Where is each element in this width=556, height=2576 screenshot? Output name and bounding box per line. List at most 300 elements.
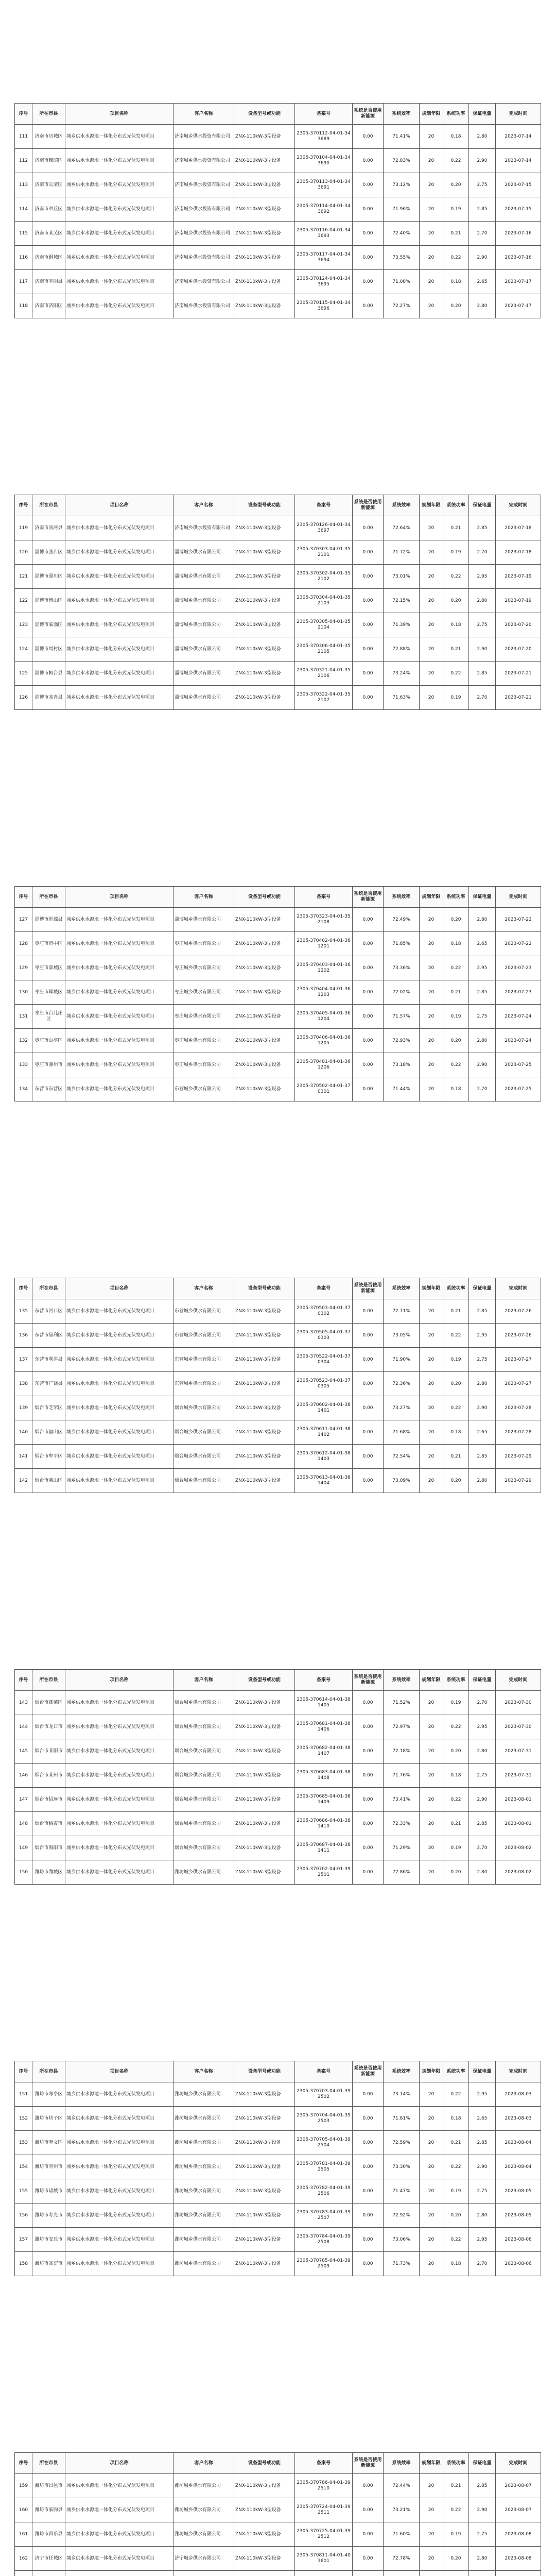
- cell-n: 139: [15, 1396, 32, 1420]
- cell-y: 20: [420, 1715, 443, 1739]
- column-header: 完成时间: [496, 1278, 541, 1299]
- cell-cu: 潍坊城乡供水有限公司: [173, 2522, 234, 2547]
- cell-cu: 潍坊城乡供水有限公司: [173, 2131, 234, 2155]
- cell-c: 烟台市招远市: [32, 1788, 65, 1812]
- cell-p: 城乡供水水源地一体化分布式光伏发电项目: [65, 125, 173, 149]
- cell-m: ZNX-110kW-3型设备: [234, 1445, 295, 1469]
- cell-g: 2.70: [469, 1691, 496, 1715]
- cell-cu: 潍坊城乡供水有限公司: [173, 2107, 234, 2131]
- cell-g: 2.95: [469, 565, 496, 589]
- column-header: 系统是否使用新能源: [353, 104, 384, 125]
- cell-y: 20: [420, 2498, 443, 2522]
- cell-m: ZNX-110kW-3型设备: [234, 1299, 295, 1324]
- cell-y: 20: [420, 932, 443, 956]
- cell-g: 2.70: [469, 540, 496, 565]
- cell-s: 71.68%: [384, 1420, 420, 1445]
- cell-f: 2305-370126-04-01-343697: [295, 516, 353, 540]
- cell-m: ZNX-110kW-3型设备: [234, 589, 295, 613]
- cell-e: 0.00: [353, 222, 384, 246]
- cell-d: 2023-07-14: [496, 125, 541, 149]
- table-row: [15, 1715, 541, 1739]
- column-header: 所在市县: [32, 887, 65, 908]
- cell-e: 0.00: [353, 1860, 384, 1885]
- cell-g: 2.95: [469, 1715, 496, 1739]
- cell-cu: 烟台城乡供水有限公司: [173, 1396, 234, 1420]
- column-header: 规划年限: [420, 2061, 443, 2082]
- cell-y: 20: [420, 589, 443, 613]
- cell-g: 2.85: [469, 516, 496, 540]
- cell-cu: 淄博城乡供水有限公司: [173, 540, 234, 565]
- cell-n: 117: [15, 270, 32, 294]
- table-row: [15, 1764, 541, 1788]
- cell-cu: 济宁城乡供水有限公司: [173, 2547, 234, 2571]
- cell-cu: 烟台城乡供水有限公司: [173, 1836, 234, 1860]
- cell-w: 0.18: [443, 2107, 469, 2131]
- cell-c: 济南市商河县: [32, 516, 65, 540]
- cell-n: 161: [15, 2522, 32, 2547]
- cell-p: 城乡供水水源地一体化分布式光伏发电项目: [65, 294, 173, 318]
- column-header: 设备型号或功能: [234, 887, 295, 908]
- document-page: [0, 1175, 556, 1566]
- cell-c: 淄博市沂源县: [32, 908, 65, 932]
- cell-w: 0.22: [443, 1788, 469, 1812]
- column-header: 项目名称: [65, 2061, 173, 2082]
- column-header: 备案号: [295, 1278, 353, 1299]
- cell-y: 20: [420, 1739, 443, 1764]
- cell-m: ZNX-110kW-3型设备: [234, 540, 295, 565]
- cell-e: 0.00: [353, 2131, 384, 2155]
- cell-w: 0.20: [443, 908, 469, 932]
- column-header: 保证电量: [469, 887, 496, 908]
- cell-y: 20: [420, 1788, 443, 1812]
- cell-f: 2305-370104-04-01-343690: [295, 149, 353, 173]
- cell-y: 20: [420, 197, 443, 222]
- column-header: 系统是否使用新能源: [353, 2453, 384, 2474]
- cell-w: 0.21: [443, 980, 469, 1005]
- cell-w: [443, 2571, 469, 2576]
- table-row: [15, 2107, 541, 2131]
- cell-w: 0.20: [443, 173, 469, 197]
- cell-c: 潍坊市奎文区: [32, 2131, 65, 2155]
- cell-g: 2.80: [469, 908, 496, 932]
- cell-g: 2.85: [469, 2474, 496, 2498]
- cell-cu: 潍坊城乡供水有限公司: [173, 2228, 234, 2252]
- cell-c: 烟台市牟平区: [32, 1445, 65, 1469]
- column-header: 保证电量: [469, 495, 496, 516]
- cell-p: 城乡供水水源地一体化分布式光伏发电项目: [65, 1299, 173, 1324]
- cell-w: 0.20: [443, 1860, 469, 1885]
- cell-g: 2.75: [469, 1005, 496, 1029]
- table-row: [15, 2522, 541, 2547]
- cell-d: 2023-08-02: [496, 1836, 541, 1860]
- cell-w: 0.20: [443, 1372, 469, 1396]
- cell-m: ZNX-110kW-3型设备: [234, 2204, 295, 2228]
- document-page: [0, 783, 556, 1175]
- table-header-row: [15, 887, 541, 908]
- cell-d: 2023-07-19: [496, 589, 541, 613]
- cell-s: 71.60%: [384, 2522, 420, 2547]
- cell-f: 2305-370303-04-01-352101: [295, 540, 353, 565]
- cell-s: 73.36%: [384, 956, 420, 980]
- cell-c: 济南市平阴县: [32, 270, 65, 294]
- cell-p: 城乡供水水源地一体化分布式光伏发电项目: [65, 2179, 173, 2204]
- column-header: 备案号: [295, 887, 353, 908]
- cell-g: 2.65: [469, 1420, 496, 1445]
- cell-m: ZNX-110kW-3型设备: [234, 149, 295, 173]
- cell-p: 城乡供水水源地一体化分布式光伏发电项目: [65, 637, 173, 662]
- cell-m: ZNX-110kW-3型设备: [234, 565, 295, 589]
- cell-f: 2305-370505-04-01-370303: [295, 1324, 353, 1348]
- cell-p: 城乡供水水源地一体化分布式光伏发电项目: [65, 565, 173, 589]
- column-header: 序号: [15, 2061, 32, 2082]
- cell-cu: 济南城乡供水投资有限公司: [173, 246, 234, 270]
- cell-n: 116: [15, 246, 32, 270]
- cell-e: 0.00: [353, 1739, 384, 1764]
- record-table: [14, 1278, 541, 1493]
- column-header: 系统功率: [443, 2453, 469, 2474]
- column-header: 系统功率: [443, 887, 469, 908]
- column-header: 序号: [15, 2453, 32, 2474]
- cell-p: 城乡供水水源地一体化分布式光伏发电项目: [65, 2131, 173, 2155]
- cell-y: 20: [420, 1299, 443, 1324]
- cell-y: 20: [420, 1812, 443, 1836]
- cell-g: 2.80: [469, 1469, 496, 1493]
- column-header: 系统效率: [384, 495, 420, 516]
- cell-f: 2305-370306-04-01-352105: [295, 637, 353, 662]
- cell-y: 20: [420, 2155, 443, 2179]
- column-header: 完成时间: [496, 104, 541, 125]
- cell-e: 0.00: [353, 1372, 384, 1396]
- cell-e: 0.00: [353, 246, 384, 270]
- cell-p: 城乡供水水源地一体化分布式光伏发电项目: [65, 686, 173, 710]
- cell-y: 20: [420, 125, 443, 149]
- cell-p: 城乡供水水源地一体化分布式光伏发电项目: [65, 1324, 173, 1348]
- cell-cu: 烟台城乡供水有限公司: [173, 1445, 234, 1469]
- cell-w: 0.18: [443, 1077, 469, 1101]
- cell-s: 72.59%: [384, 2131, 420, 2155]
- cell-c: 烟台市栖霞市: [32, 1812, 65, 1836]
- cell-g: 2.85: [469, 662, 496, 686]
- cell-y: 20: [420, 540, 443, 565]
- cell-f: 2305-370116-04-01-343693: [295, 222, 353, 246]
- cell-m: ZNX-110kW-3型设备: [234, 2082, 295, 2107]
- table-row: [15, 932, 541, 956]
- cell-c: 潍坊市诸城市: [32, 2179, 65, 2204]
- cell-d: 2023-07-26: [496, 1324, 541, 1348]
- cell-s: 71.41%: [384, 125, 420, 149]
- cell-e: 0.00: [353, 1077, 384, 1101]
- cell-p: 城乡供水水源地一体化分布式光伏发电项目: [65, 270, 173, 294]
- cell-y: 20: [420, 1077, 443, 1101]
- cell-e: 0.00: [353, 2474, 384, 2498]
- cell-w: 0.22: [443, 1053, 469, 1077]
- cell-w: 0.22: [443, 246, 469, 270]
- table-row: [15, 197, 541, 222]
- column-header: 系统效率: [384, 1278, 420, 1299]
- cell-m: ZNX-110kW-3型设备: [234, 1053, 295, 1077]
- cell-p: 城乡供水水源地一体化分布式光伏发电项目: [65, 1077, 173, 1101]
- column-header: 项目名称: [65, 1278, 173, 1299]
- cell-w: 0.22: [443, 1324, 469, 1348]
- table-header-row: [15, 2061, 541, 2082]
- cell-cu: 东营城乡供水有限公司: [173, 1077, 234, 1101]
- table-row: [15, 1348, 541, 1372]
- cell-f: 2305-370402-04-01-361201: [295, 932, 353, 956]
- cell-n: 150: [15, 1860, 32, 1885]
- cell-f: 2305-370782-04-01-392506: [295, 2179, 353, 2204]
- cell-p: 城乡供水水源地一体化分布式光伏发电项目: [65, 1396, 173, 1420]
- cell-n: 123: [15, 613, 32, 637]
- cell-c: 潍坊市青州市: [32, 2155, 65, 2179]
- cell-d: 2023-07-24: [496, 1029, 541, 1053]
- cell-m: ZNX-110kW-3型设备: [234, 270, 295, 294]
- table-row: [15, 1299, 541, 1324]
- cell-p: [65, 2571, 173, 2576]
- cell-s: 73.01%: [384, 565, 420, 589]
- cell-d: 2023-07-25: [496, 1053, 541, 1077]
- cell-d: 2023-07-15: [496, 173, 541, 197]
- cell-w: 0.20: [443, 1029, 469, 1053]
- cell-e: 0.00: [353, 1005, 384, 1029]
- cell-n: [15, 2571, 32, 2576]
- cell-n: 130: [15, 980, 32, 1005]
- cell-n: 111: [15, 125, 32, 149]
- cell-n: 141: [15, 1445, 32, 1469]
- cell-g: 2.75: [469, 1764, 496, 1788]
- cell-s: 72.44%: [384, 2474, 420, 2498]
- cell-f: 2305-370612-04-01-381403: [295, 1445, 353, 1469]
- cell-g: 2.90: [469, 1053, 496, 1077]
- document-page: [0, 0, 556, 392]
- cell-cu: 潍坊城乡供水有限公司: [173, 2204, 234, 2228]
- cell-d: [496, 2571, 541, 2576]
- column-header: 系统效率: [384, 2061, 420, 2082]
- document-page: [0, 392, 556, 783]
- cell-s: 71.39%: [384, 613, 420, 637]
- column-header: 系统功率: [443, 2061, 469, 2082]
- cell-g: 2.65: [469, 2107, 496, 2131]
- cell-n: 127: [15, 908, 32, 932]
- table-row: [15, 294, 541, 318]
- cell-y: 20: [420, 908, 443, 932]
- cell-c: 淄博市桓台县: [32, 662, 65, 686]
- cell-f: 2305-370113-04-01-343691: [295, 173, 353, 197]
- cell-d: 2023-08-07: [496, 2498, 541, 2522]
- column-header: 客户名称: [173, 104, 234, 125]
- cell-g: 2.85: [469, 2131, 496, 2155]
- cell-s: 71.08%: [384, 270, 420, 294]
- table-row: [15, 1445, 541, 1469]
- cell-y: 20: [420, 294, 443, 318]
- cell-n: 129: [15, 956, 32, 980]
- column-header: 项目名称: [65, 495, 173, 516]
- table-row: [15, 1691, 541, 1715]
- cell-e: 0.00: [353, 932, 384, 956]
- cell-w: 0.18: [443, 1764, 469, 1788]
- cell-w: 0.21: [443, 222, 469, 246]
- cell-n: 151: [15, 2082, 32, 2107]
- cell-cu: 济南城乡供水投资有限公司: [173, 222, 234, 246]
- cell-p: 城乡供水水源地一体化分布式光伏发电项目: [65, 1860, 173, 1885]
- cell-n: 156: [15, 2204, 32, 2228]
- cell-f: 2305-370602-04-01-381401: [295, 1396, 353, 1420]
- cell-s: 71.57%: [384, 1005, 420, 1029]
- cell-p: 城乡供水水源地一体化分布式光伏发电项目: [65, 956, 173, 980]
- table-row: [15, 1420, 541, 1445]
- column-header: 所在市县: [32, 1670, 65, 1691]
- cell-cu: 枣庄城乡供水有限公司: [173, 956, 234, 980]
- record-table: [14, 2061, 541, 2276]
- cell-y: 20: [420, 2131, 443, 2155]
- cell-f: 2305-370686-04-01-381410: [295, 1812, 353, 1836]
- cell-y: 20: [420, 565, 443, 589]
- cell-f: 2305-370682-04-01-381407: [295, 1739, 353, 1764]
- cell-p: 城乡供水水源地一体化分布式光伏发电项目: [65, 2252, 173, 2276]
- cell-d: 2023-08-06: [496, 2252, 541, 2276]
- cell-y: 20: [420, 1029, 443, 1053]
- cell-c: 枣庄市薛城区: [32, 956, 65, 980]
- cell-n: 143: [15, 1691, 32, 1715]
- cell-d: 2023-07-30: [496, 1715, 541, 1739]
- column-header: 所在市县: [32, 104, 65, 125]
- cell-s: 73.55%: [384, 246, 420, 270]
- cell-c: 淄博市淄川区: [32, 565, 65, 589]
- cell-w: 0.20: [443, 294, 469, 318]
- cell-cu: 枣庄城乡供水有限公司: [173, 1029, 234, 1053]
- cell-d: 2023-07-28: [496, 1396, 541, 1420]
- cell-f: 2305-370614-04-01-381405: [295, 1691, 353, 1715]
- table-row: [15, 589, 541, 613]
- cell-p: 城乡供水水源地一体化分布式光伏发电项目: [65, 932, 173, 956]
- cell-m: ZNX-110kW-3型设备: [234, 2228, 295, 2252]
- cell-g: 2.95: [469, 2082, 496, 2107]
- table-header-row: [15, 104, 541, 125]
- cell-d: 2023-07-20: [496, 613, 541, 637]
- cell-n: 134: [15, 1077, 32, 1101]
- cell-e: 0.00: [353, 1445, 384, 1469]
- cell-f: 2305-370481-04-01-361206: [295, 1053, 353, 1077]
- column-header: 设备型号或功能: [234, 1278, 295, 1299]
- table-row: [15, 2228, 541, 2252]
- cell-n: 126: [15, 686, 32, 710]
- cell-f: 2305-370681-04-01-381406: [295, 1715, 353, 1739]
- column-header: 设备型号或功能: [234, 2061, 295, 2082]
- cell-e: 0.00: [353, 294, 384, 318]
- cell-w: 0.21: [443, 1445, 469, 1469]
- cell-c: 烟台市芝罘区: [32, 1396, 65, 1420]
- cell-w: 0.18: [443, 932, 469, 956]
- table-row: [15, 2155, 541, 2179]
- cell-s: 71.47%: [384, 2179, 420, 2204]
- cell-m: ZNX-110kW-3型设备: [234, 2252, 295, 2276]
- cell-f: 2305-370114-04-01-343692: [295, 197, 353, 222]
- column-header: 系统效率: [384, 1670, 420, 1691]
- cell-n: 128: [15, 932, 32, 956]
- cell-p: 城乡供水水源地一体化分布式光伏发电项目: [65, 2155, 173, 2179]
- cell-p: 城乡供水水源地一体化分布式光伏发电项目: [65, 2107, 173, 2131]
- cell-w: 0.19: [443, 540, 469, 565]
- table-row: [15, 1005, 541, 1029]
- cell-c: 潍坊市昌乐县: [32, 2522, 65, 2547]
- cell-d: 2023-07-31: [496, 1739, 541, 1764]
- column-header: 系统功率: [443, 495, 469, 516]
- table-row: [15, 125, 541, 149]
- column-header: 序号: [15, 495, 32, 516]
- cell-g: 2.75: [469, 613, 496, 637]
- cell-s: 72.93%: [384, 1029, 420, 1053]
- cell-m: ZNX-110kW-3型设备: [234, 613, 295, 637]
- cell-s: 71.29%: [384, 1836, 420, 1860]
- cell-c: 淄博市博山区: [32, 589, 65, 613]
- table-row: [15, 1860, 541, 1885]
- cell-d: 2023-07-18: [496, 516, 541, 540]
- table-row: [15, 1812, 541, 1836]
- cell-w: 0.22: [443, 2498, 469, 2522]
- cell-y: 20: [420, 222, 443, 246]
- table-row: [15, 540, 541, 565]
- cell-m: ZNX-110kW-3型设备: [234, 246, 295, 270]
- column-header: 序号: [15, 1670, 32, 1691]
- cell-f: 2305-370322-04-01-352107: [295, 686, 353, 710]
- cell-y: 20: [420, 686, 443, 710]
- cell-s: 72.40%: [384, 222, 420, 246]
- cell-m: ZNX-110kW-3型设备: [234, 1691, 295, 1715]
- cell-c: 东营市利津县: [32, 1348, 65, 1372]
- cell-e: 0.00: [353, 197, 384, 222]
- cell-s: 73.21%: [384, 2498, 420, 2522]
- cell-c: 济南市钢城区: [32, 246, 65, 270]
- cell-m: ZNX-110kW-3型设备: [234, 1348, 295, 1372]
- cell-g: 2.90: [469, 2498, 496, 2522]
- cell-w: 0.21: [443, 516, 469, 540]
- cell-n: 131: [15, 1005, 32, 1029]
- cell-p: 城乡供水水源地一体化分布式光伏发电项目: [65, 222, 173, 246]
- column-header: 系统功率: [443, 1670, 469, 1691]
- cell-d: 2023-07-27: [496, 1348, 541, 1372]
- table-row: [15, 2474, 541, 2498]
- table-row: [15, 1469, 541, 1493]
- cell-w: 0.22: [443, 2155, 469, 2179]
- cell-f: 2305-370117-04-01-343694: [295, 246, 353, 270]
- cell-cu: 潍坊城乡供水有限公司: [173, 2155, 234, 2179]
- column-header: 设备型号或功能: [234, 495, 295, 516]
- cell-s: 72.92%: [384, 2204, 420, 2228]
- cell-g: 2.80: [469, 294, 496, 318]
- cell-c: 淄博市临淄区: [32, 613, 65, 637]
- cell-w: 0.21: [443, 2474, 469, 2498]
- record-table: [14, 886, 541, 1101]
- cell-f: 2305-370687-04-01-381411: [295, 1836, 353, 1860]
- cell-e: 0.00: [353, 1836, 384, 1860]
- column-header: 系统效率: [384, 887, 420, 908]
- cell-cu: 潍坊城乡供水有限公司: [173, 2252, 234, 2276]
- cell-cu: 潍坊城乡供水有限公司: [173, 2179, 234, 2204]
- cell-s: 71.72%: [384, 540, 420, 565]
- column-header: 规划年限: [420, 104, 443, 125]
- cell-y: 20: [420, 2107, 443, 2131]
- cell-n: 118: [15, 294, 32, 318]
- cell-w: 0.19: [443, 1836, 469, 1860]
- cell-e: 0.00: [353, 270, 384, 294]
- cell-w: 0.19: [443, 1691, 469, 1715]
- cell-p: 城乡供水水源地一体化分布式光伏发电项目: [65, 2522, 173, 2547]
- record-table: [14, 103, 541, 318]
- cell-n: 125: [15, 662, 32, 686]
- cell-p: 城乡供水水源地一体化分布式光伏发电项目: [65, 2498, 173, 2522]
- cell-w: 0.22: [443, 149, 469, 173]
- cell-f: 2305-370305-04-01-352104: [295, 613, 353, 637]
- cell-f: 2305-370323-04-01-352108: [295, 908, 353, 932]
